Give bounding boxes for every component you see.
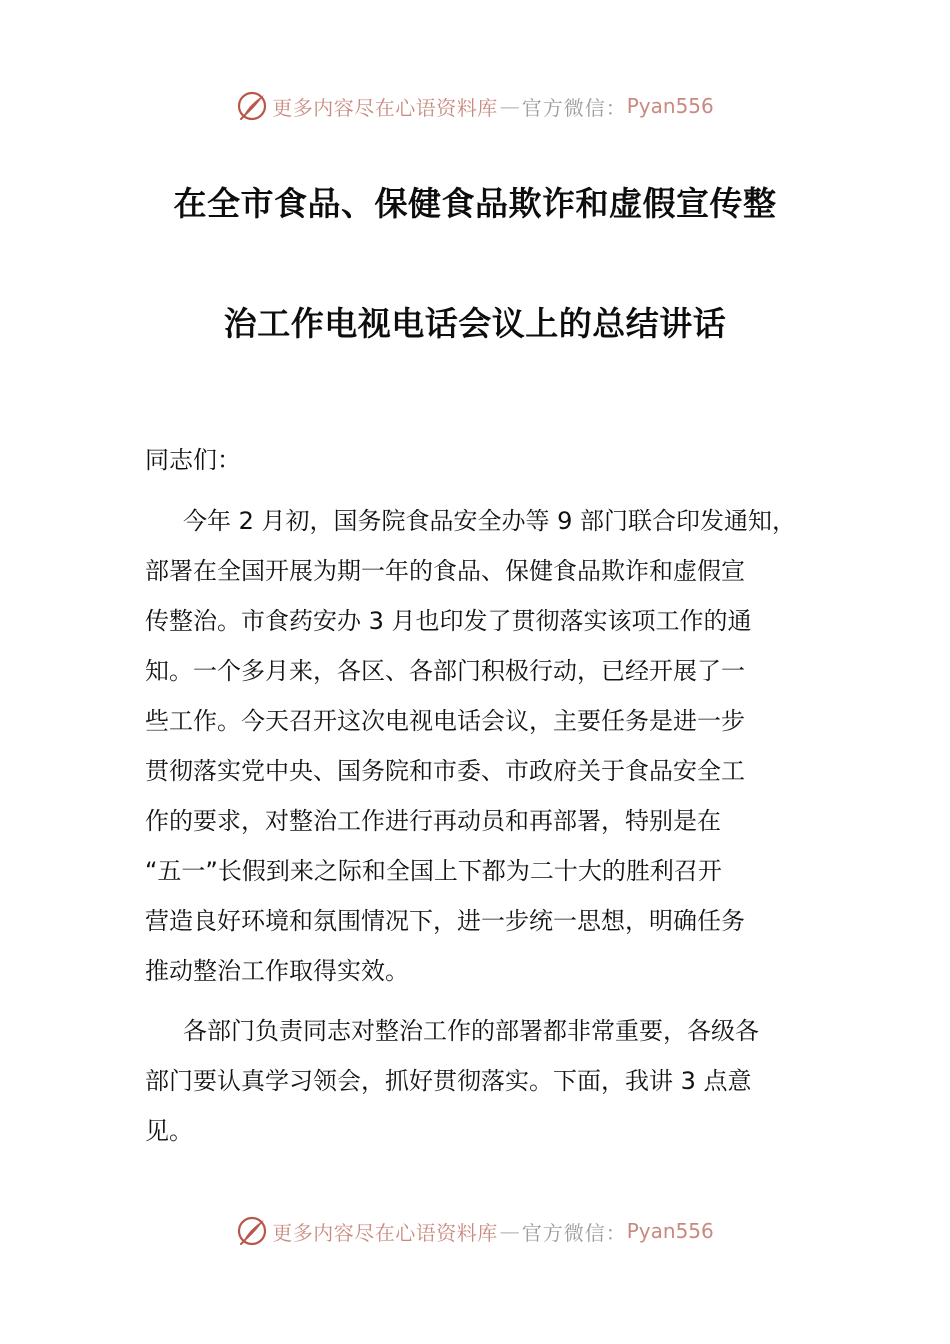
paragraph-line: 部署在全国开展为期一年的食品、保健食品欺诈和虚假宣 bbox=[145, 557, 745, 585]
watermark-wechat-id: Pyan556 bbox=[626, 94, 714, 118]
watermark-separator: — bbox=[499, 1219, 520, 1243]
footer-watermark bbox=[0, 1211, 950, 1251]
paragraph-line: “五一”长假到来之际和全国上下都为二十大的胜利召开 bbox=[145, 857, 722, 885]
paragraph-line: 传整治。市食药安办 3 月也印发了贯彻落实该项工作的通 bbox=[145, 607, 752, 635]
salutation: 同志们： bbox=[145, 446, 241, 474]
paragraph-line: 知。一个多月来，各区、各部门积极行动，已经开展了一 bbox=[145, 657, 745, 685]
paragraph-1 bbox=[145, 496, 845, 996]
watermark-brand-text: 更多内容尽在心语资料库 bbox=[272, 1220, 498, 1245]
quill-logo-icon bbox=[236, 90, 268, 122]
paragraph-line: 今年 2 月初，国务院食品安全办等 9 部门联合印发通知， bbox=[183, 507, 797, 535]
watermark-brand-text: 更多内容尽在心语资料库 bbox=[272, 95, 498, 120]
watermark-label: 官方微信： bbox=[521, 95, 627, 120]
paragraph-line: 作的要求，对整治工作进行再动员和再部署，特别是在 bbox=[145, 807, 721, 835]
paragraph-line: 见。 bbox=[145, 1117, 193, 1145]
paragraph-line: 些工作。今天召开这次电视电话会议，主要任务是进一步 bbox=[145, 707, 745, 735]
quill-logo-icon bbox=[236, 1215, 268, 1247]
watermark-separator: — bbox=[499, 94, 520, 118]
paragraph-line: 各部门负责同志对整治工作的部署都非常重要，各级各 bbox=[183, 1017, 759, 1045]
paragraph-2 bbox=[145, 1006, 845, 1156]
document-title-line-2: 治工作电视电话会议上的总结讲话 bbox=[223, 304, 727, 343]
watermark-label: 官方微信： bbox=[521, 1220, 627, 1245]
paragraph-line: 部门要认真学习领会，抓好贯彻落实。下面，我讲 3 点意 bbox=[145, 1067, 752, 1095]
header-watermark bbox=[0, 86, 950, 126]
paragraph-line: 推动整治工作取得实效。 bbox=[145, 957, 409, 985]
watermark-wechat-id: Pyan556 bbox=[626, 1219, 714, 1243]
document-title-line-1: 在全市食品、保健食品欺诈和虚假宣传整 bbox=[173, 184, 777, 223]
paragraph-line: 贯彻落实党中央、国务院和市委、市政府关于食品安全工 bbox=[145, 757, 745, 785]
paragraph-line: 营造良好环境和氛围情况下，进一步统一思想，明确任务 bbox=[145, 907, 745, 935]
